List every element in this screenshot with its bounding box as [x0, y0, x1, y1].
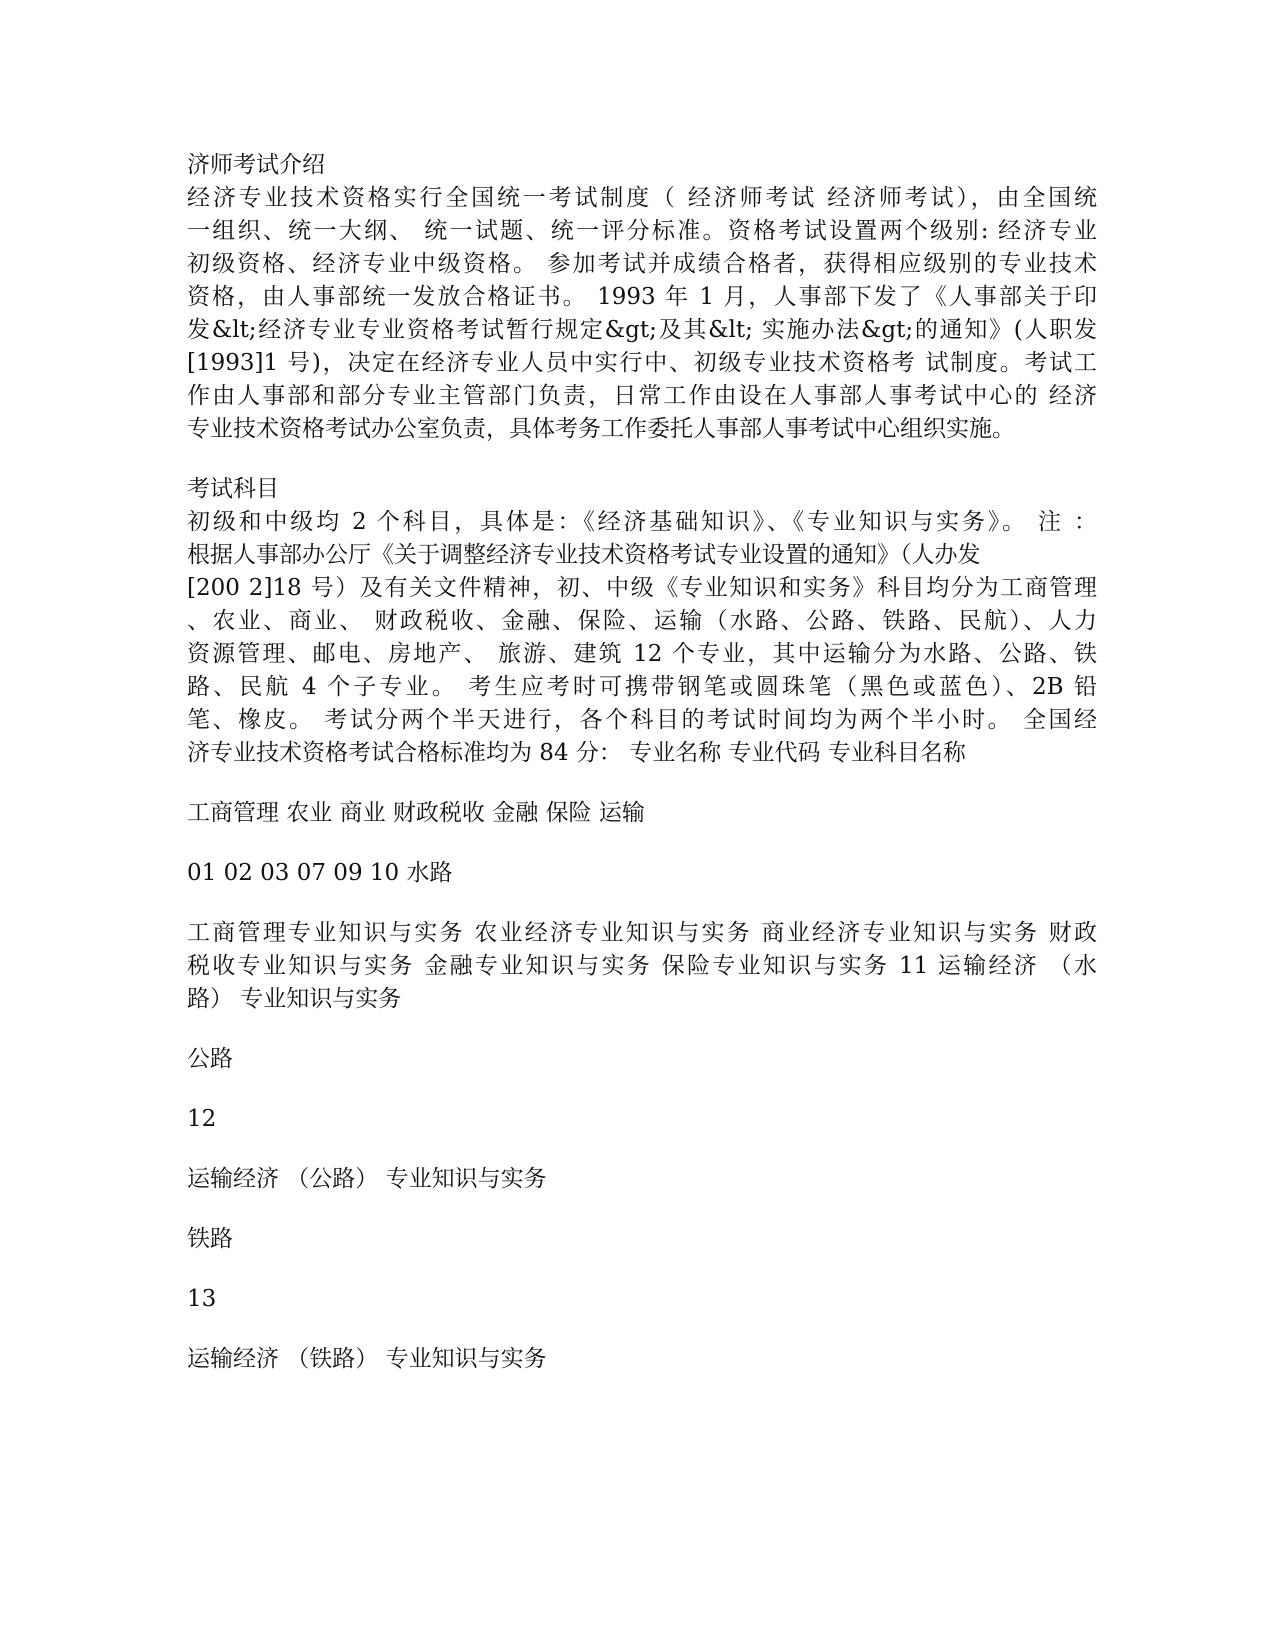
subjects-line: 、农业、商业、 财政税收、金融、保险、运输（水路、公路、铁路、民航）、人力 — [187, 608, 1097, 634]
spacer — [187, 446, 1097, 473]
subject-names-line: 税收专业知识与实务 金融专业知识与实务 保险专业知识与实务 11 运输经济 （水 — [187, 953, 1097, 979]
subjects-line: [200 2]18 号）及有关文件精神，初、中级《专业知识和实务》科目均分为工商管理 — [187, 575, 1097, 601]
spacer — [187, 890, 1097, 917]
highway-code: 12 — [187, 1106, 217, 1132]
spacer — [187, 1076, 1097, 1103]
subject-names-paragraph — [187, 917, 1097, 1016]
intro-line: 发&lt;经济专业专业资格考试暂行规定&gt;及其&lt; 实施办法&gt;的通知》(人职发 — [187, 317, 1097, 343]
intro-line: 经济专业技术资格实行全国统一考试制度（ 经济师考试 经济师考试），由全国统 — [187, 185, 1097, 211]
intro-line: 一组织、统一大纲、 统一试题、统一评分标准。资格考试设置两个级别: 经济专业 — [187, 218, 1097, 244]
spacer — [187, 1196, 1097, 1223]
spacer — [187, 830, 1097, 857]
majors-line: 工商管理 农业 商业 财政税收 金融 保险 运输 — [187, 800, 645, 826]
railway-subject: 运输经济 （铁路） 专业知识与实务 — [187, 1346, 547, 1372]
subjects-line: 路、民航 4 个子专业。 考生应考时可携带钢笔或圆珠笔（黑色或蓝色）、2B 铅 — [187, 674, 1097, 700]
document-body — [187, 149, 1097, 1376]
codes-line: 01 02 03 07 09 10 水路 — [187, 860, 453, 886]
highway-name: 公路 — [187, 1046, 233, 1072]
railway-code: 13 — [187, 1286, 217, 1312]
intro-line: [1993]1 号)，决定在经济专业人员中实行中、初级专业技术资格考 试制度。考试工 — [187, 350, 1097, 376]
subjects-line: 笔、橡皮。 考试分两个半天进行，各个科目的考试时间均为两个半小时。 全国经 — [187, 707, 1097, 733]
intro-line: 作由人事部和部分专业主管部门负责，日常工作由设在人事部人事考试中心的 经济 — [187, 383, 1097, 409]
spacer — [187, 770, 1097, 797]
subject-names-line: 工商管理专业知识与实务 农业经济专业知识与实务 商业经济专业知识与实务 财政 — [187, 920, 1097, 946]
spacer — [187, 1016, 1097, 1043]
spacer — [187, 1136, 1097, 1163]
railway-name: 铁路 — [187, 1226, 233, 1252]
intro-line: 专业技术资格考试办公室负责，具体考务工作委托人事部人事考试中心组织实施。 — [187, 416, 1015, 442]
subjects-line: 济专业技术资格考试合格标准均为 84 分： 专业名称 专业代码 专业科目名称 — [187, 740, 966, 766]
intro-line: 资格，由人事部统一发放合格证书。 1993 年 1 月，人事部下发了《人事部关于印 — [187, 284, 1097, 310]
intro-paragraph — [187, 182, 1097, 446]
subjects-line: 资源管理、邮电、房地产、 旅游、建筑 12 个专业，其中运输分为水路、公路、铁 — [187, 641, 1097, 667]
subjects-line: 初级和中级均 2 个科目，具体是：《经济基础知识》、《专业知识与实务》。 注 ： — [187, 509, 1097, 535]
spacer — [187, 1256, 1097, 1283]
intro-heading: 济师考试介绍 — [187, 152, 325, 178]
subject-names-line: 路） 专业知识与实务 — [187, 986, 402, 1012]
subjects-heading: 考试科目 — [187, 476, 279, 502]
subjects-line: 根据人事部办公厅《关于调整经济专业技术资格考试专业设置的通知》（人办发 — [187, 542, 981, 568]
spacer — [187, 1316, 1097, 1343]
intro-line: 初级资格、经济专业中级资格。 参加考试并成绩合格者，获得相应级别的专业技术 — [187, 251, 1097, 277]
subjects-paragraph — [187, 506, 1097, 770]
highway-subject: 运输经济 （公路） 专业知识与实务 — [187, 1166, 547, 1192]
